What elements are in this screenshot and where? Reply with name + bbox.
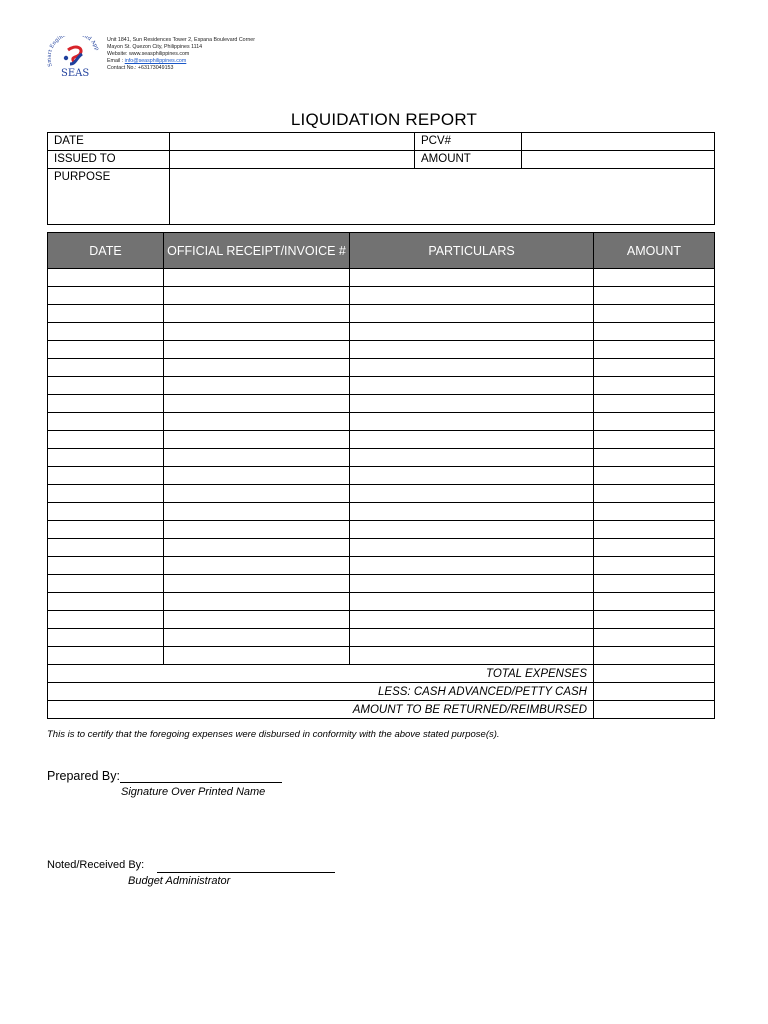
row-date-cell[interactable] bbox=[48, 359, 164, 377]
row-receipt-cell[interactable] bbox=[164, 269, 350, 287]
row-particulars-cell[interactable] bbox=[350, 449, 594, 467]
row-receipt-cell[interactable] bbox=[164, 341, 350, 359]
table-row bbox=[48, 593, 715, 611]
page-title: LIQUIDATION REPORT bbox=[290, 110, 478, 129]
less-cash-row bbox=[48, 683, 715, 701]
row-amount-cell[interactable] bbox=[594, 287, 715, 305]
row-date-cell[interactable] bbox=[48, 323, 164, 341]
row-receipt-cell[interactable] bbox=[164, 449, 350, 467]
row-receipt-cell[interactable] bbox=[164, 629, 350, 647]
row-amount-cell[interactable] bbox=[594, 269, 715, 287]
issued-to-label: ISSUED TO bbox=[48, 151, 170, 169]
row-receipt-cell[interactable] bbox=[164, 323, 350, 341]
address-line-2: Mayon St. Quezon City, Philippines 1114 bbox=[107, 44, 203, 50]
row-particulars-cell[interactable] bbox=[350, 431, 594, 449]
row-amount-cell[interactable] bbox=[594, 305, 715, 323]
prepared-by-label: Prepared By: bbox=[47, 769, 120, 783]
row-receipt-cell[interactable] bbox=[164, 305, 350, 323]
purpose-field[interactable] bbox=[170, 169, 715, 225]
row-amount-cell[interactable] bbox=[594, 593, 715, 611]
row-receipt-cell[interactable] bbox=[164, 359, 350, 377]
row-receipt-cell[interactable] bbox=[164, 575, 350, 593]
header-receipt: OFFICIAL RECEIPT/INVOICE # bbox=[164, 233, 350, 269]
row-receipt-cell[interactable] bbox=[164, 467, 350, 485]
logo-arc-text: Smart Engin nd App bbox=[46, 36, 101, 68]
row-date-cell[interactable] bbox=[48, 485, 164, 503]
row-amount-cell[interactable] bbox=[594, 503, 715, 521]
amount-label: AMOUNT bbox=[415, 151, 522, 169]
row-particulars-cell[interactable] bbox=[350, 557, 594, 575]
row-date-cell[interactable] bbox=[48, 521, 164, 539]
row-particulars-cell[interactable] bbox=[350, 503, 594, 521]
table-row bbox=[48, 575, 715, 593]
noted-by-caption: Budget Administrator bbox=[128, 875, 231, 887]
website-text: Website: www.seasphilippines.com bbox=[107, 51, 190, 57]
row-date-cell[interactable] bbox=[48, 377, 164, 395]
table-row bbox=[48, 413, 715, 431]
pcv-field[interactable] bbox=[522, 133, 715, 151]
date-label: DATE bbox=[48, 133, 170, 151]
row-particulars-cell[interactable] bbox=[350, 521, 594, 539]
row-receipt-cell[interactable] bbox=[164, 521, 350, 539]
row-particulars-cell[interactable] bbox=[350, 611, 594, 629]
total-expenses-label: TOTAL EXPENSES bbox=[48, 665, 594, 683]
address-line-1: Unit 1841, Sun Residences Tower 2, Espana Boulevard Corner bbox=[107, 37, 256, 43]
purpose-label: PURPOSE bbox=[48, 169, 170, 225]
row-date-cell[interactable] bbox=[48, 341, 164, 359]
expenses-header-row bbox=[48, 233, 715, 269]
row-date-cell[interactable] bbox=[48, 647, 164, 665]
row-amount-cell[interactable] bbox=[594, 341, 715, 359]
row-amount-cell[interactable] bbox=[594, 521, 715, 539]
row-particulars-cell[interactable] bbox=[350, 377, 594, 395]
table-row bbox=[48, 449, 715, 467]
row-particulars-cell[interactable] bbox=[350, 647, 594, 665]
row-particulars-cell[interactable] bbox=[350, 413, 594, 431]
row-amount-cell[interactable] bbox=[594, 647, 715, 665]
row-particulars-cell[interactable] bbox=[350, 395, 594, 413]
email-link[interactable]: info@seasphilippines.com bbox=[124, 58, 187, 64]
row-amount-cell[interactable] bbox=[594, 323, 715, 341]
amount-returned-field[interactable] bbox=[594, 701, 715, 719]
row-amount-cell[interactable] bbox=[594, 611, 715, 629]
table-row bbox=[48, 557, 715, 575]
row-receipt-cell[interactable] bbox=[164, 611, 350, 629]
header-amount: AMOUNT bbox=[594, 233, 715, 269]
row-amount-cell[interactable] bbox=[594, 485, 715, 503]
company-info bbox=[107, 37, 255, 72]
row-date-cell[interactable] bbox=[48, 287, 164, 305]
noted-by-signature-line[interactable] bbox=[157, 872, 335, 873]
table-row bbox=[48, 395, 715, 413]
table-row bbox=[48, 611, 715, 629]
row-amount-cell[interactable] bbox=[594, 395, 715, 413]
row-particulars-cell[interactable] bbox=[350, 629, 594, 647]
noted-by-label: Noted/Received By: bbox=[47, 859, 145, 871]
table-row bbox=[48, 539, 715, 557]
logo-text: SEAS bbox=[61, 68, 90, 79]
less-cash-label: LESS: CASH ADVANCED/PETTY CASH bbox=[48, 683, 594, 701]
row-date-cell[interactable] bbox=[48, 629, 164, 647]
table-row bbox=[48, 467, 715, 485]
expenses-table bbox=[47, 232, 715, 719]
row-particulars-cell[interactable] bbox=[350, 323, 594, 341]
table-row bbox=[48, 647, 715, 665]
row-receipt-cell[interactable] bbox=[164, 413, 350, 431]
amount-field[interactable] bbox=[522, 151, 715, 169]
row-receipt-cell[interactable] bbox=[164, 377, 350, 395]
row-particulars-cell[interactable] bbox=[350, 539, 594, 557]
date-field[interactable] bbox=[170, 133, 415, 151]
row-date-cell[interactable] bbox=[48, 413, 164, 431]
row-amount-cell[interactable] bbox=[594, 377, 715, 395]
header-date: DATE bbox=[48, 233, 164, 269]
row-receipt-cell[interactable] bbox=[164, 539, 350, 557]
row-particulars-cell[interactable] bbox=[350, 575, 594, 593]
row-particulars-cell[interactable] bbox=[350, 593, 594, 611]
table-row bbox=[48, 431, 715, 449]
prepared-by-caption: Signature Over Printed Name bbox=[121, 786, 266, 798]
row-particulars-cell[interactable] bbox=[350, 305, 594, 323]
row-amount-cell[interactable] bbox=[594, 359, 715, 377]
info-row-purpose bbox=[48, 169, 715, 225]
amount-returned-label: AMOUNT TO BE RETURNED/REIMBURSED bbox=[48, 701, 594, 719]
row-date-cell[interactable] bbox=[48, 557, 164, 575]
row-amount-cell[interactable] bbox=[594, 539, 715, 557]
row-date-cell[interactable] bbox=[48, 305, 164, 323]
table-row bbox=[48, 377, 715, 395]
row-receipt-cell[interactable] bbox=[164, 557, 350, 575]
table-row bbox=[48, 323, 715, 341]
table-row bbox=[48, 269, 715, 287]
row-date-cell[interactable] bbox=[48, 269, 164, 287]
row-amount-cell[interactable] bbox=[594, 575, 715, 593]
total-expenses-field[interactable] bbox=[594, 665, 715, 683]
row-amount-cell[interactable] bbox=[594, 413, 715, 431]
info-row-date bbox=[48, 133, 715, 151]
certification-text: This is to certify that the foregoing expenses were disbursed in conformity with the above stated purpose(s). bbox=[47, 729, 500, 740]
info-row-issued bbox=[48, 151, 715, 169]
amount-returned-row bbox=[48, 701, 715, 719]
row-amount-cell[interactable] bbox=[594, 629, 715, 647]
row-amount-cell[interactable] bbox=[594, 557, 715, 575]
row-particulars-cell[interactable] bbox=[350, 269, 594, 287]
row-amount-cell[interactable] bbox=[594, 431, 715, 449]
row-particulars-cell[interactable] bbox=[350, 341, 594, 359]
row-date-cell[interactable] bbox=[48, 611, 164, 629]
table-row bbox=[48, 359, 715, 377]
row-receipt-cell[interactable] bbox=[164, 503, 350, 521]
contact-text: Contact No.: +63173049153 bbox=[107, 65, 174, 71]
row-receipt-cell[interactable] bbox=[164, 287, 350, 305]
info-table bbox=[47, 132, 715, 225]
table-row bbox=[48, 341, 715, 359]
table-row bbox=[48, 485, 715, 503]
table-row bbox=[48, 287, 715, 305]
row-date-cell[interactable] bbox=[48, 593, 164, 611]
table-row bbox=[48, 521, 715, 539]
total-expenses-row bbox=[48, 665, 715, 683]
row-receipt-cell[interactable] bbox=[164, 647, 350, 665]
table-row bbox=[48, 503, 715, 521]
row-particulars-cell[interactable] bbox=[350, 467, 594, 485]
row-receipt-cell[interactable] bbox=[164, 431, 350, 449]
row-particulars-cell[interactable] bbox=[350, 359, 594, 377]
row-receipt-cell[interactable] bbox=[164, 485, 350, 503]
row-amount-cell[interactable] bbox=[594, 449, 715, 467]
issued-to-field[interactable] bbox=[170, 151, 415, 169]
row-date-cell[interactable] bbox=[48, 395, 164, 413]
expenses-body bbox=[48, 269, 715, 665]
row-particulars-cell[interactable] bbox=[350, 485, 594, 503]
row-date-cell[interactable] bbox=[48, 467, 164, 485]
row-date-cell[interactable] bbox=[48, 503, 164, 521]
row-date-cell[interactable] bbox=[48, 449, 164, 467]
table-row bbox=[48, 629, 715, 647]
prepared-by-signature-line[interactable] bbox=[120, 782, 282, 783]
row-receipt-cell[interactable] bbox=[164, 593, 350, 611]
pcv-label: PCV# bbox=[415, 133, 522, 151]
row-receipt-cell[interactable] bbox=[164, 395, 350, 413]
company-logo bbox=[46, 36, 104, 80]
row-date-cell[interactable] bbox=[48, 539, 164, 557]
email-prefix: Email : bbox=[107, 58, 125, 64]
header-particulars: PARTICULARS bbox=[350, 233, 594, 269]
email-row bbox=[107, 58, 255, 65]
row-amount-cell[interactable] bbox=[594, 467, 715, 485]
less-cash-field[interactable] bbox=[594, 683, 715, 701]
table-row bbox=[48, 305, 715, 323]
row-date-cell[interactable] bbox=[48, 431, 164, 449]
row-particulars-cell[interactable] bbox=[350, 287, 594, 305]
row-date-cell[interactable] bbox=[48, 575, 164, 593]
